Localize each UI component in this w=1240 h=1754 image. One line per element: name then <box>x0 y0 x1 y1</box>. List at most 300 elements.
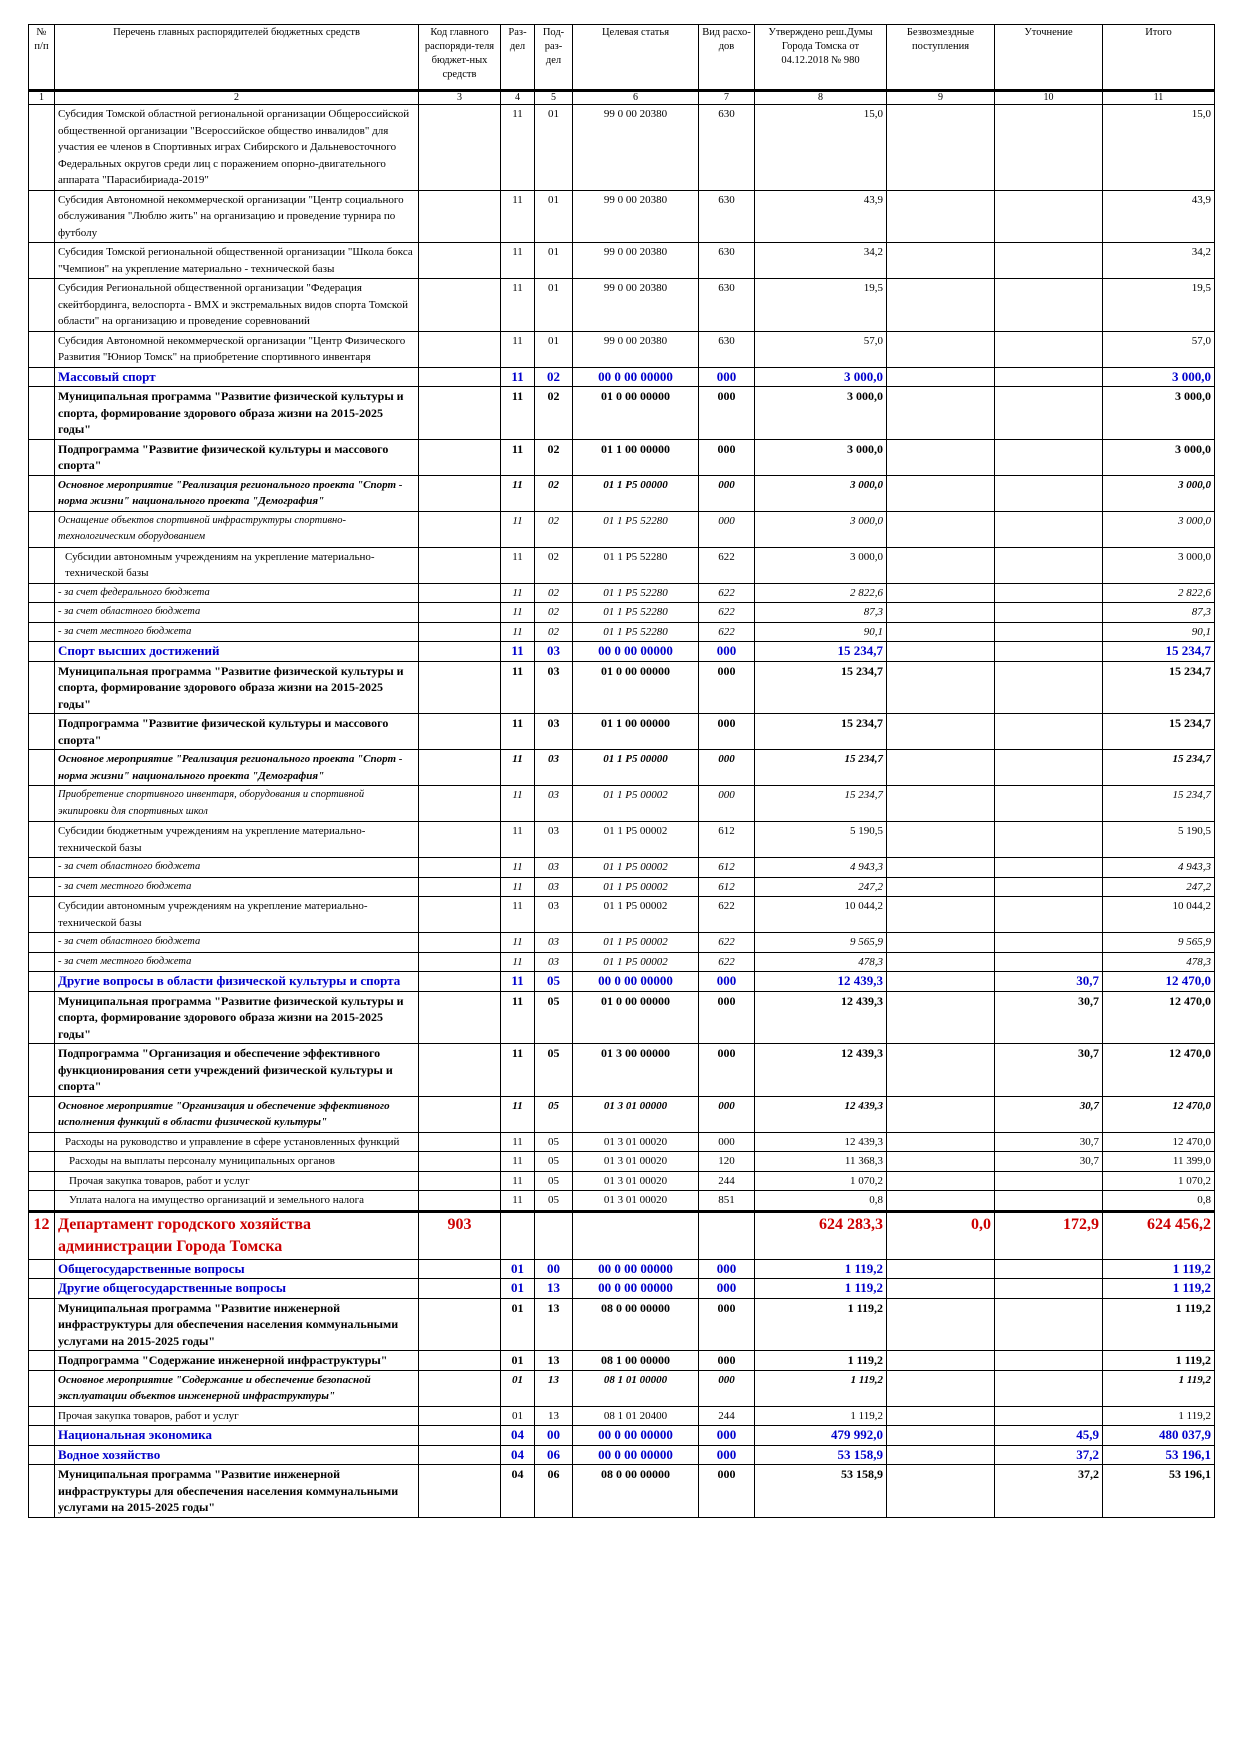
row-vid: 000 <box>699 661 755 714</box>
row-total: 5 190,5 <box>1103 822 1215 858</box>
row-number <box>29 511 55 547</box>
row-name: Основное мероприятие "Организация и обеспечение эффективного исполнения функций в области физической культуры" <box>55 1096 419 1132</box>
row-number <box>29 1152 55 1172</box>
row-approved: 57,0 <box>755 331 887 367</box>
row-approved: 0,8 <box>755 1191 887 1212</box>
row-total: 34,2 <box>1103 243 1215 279</box>
row-razdel: 11 <box>501 1191 535 1212</box>
row-total: 4 943,3 <box>1103 858 1215 878</box>
row-gratuitous <box>887 822 995 858</box>
row-number <box>29 1370 55 1406</box>
row-code <box>419 1152 501 1172</box>
row-gratuitous <box>887 714 995 750</box>
row-podrazdel: 05 <box>535 1096 573 1132</box>
row-clarification: 45,9 <box>995 1426 1103 1446</box>
row-number <box>29 1171 55 1191</box>
table-row <box>29 1044 1215 1097</box>
row-approved: 12 439,3 <box>755 972 887 992</box>
row-vid: 000 <box>699 750 755 786</box>
row-clarification: 30,7 <box>995 1132 1103 1152</box>
row-vid: 851 <box>699 1191 755 1212</box>
row-target: 01 0 00 00000 <box>573 661 699 714</box>
row-gratuitous <box>887 972 995 992</box>
row-name: Субсидия Томской областной региональной организации Общероссийской общественной организации "Всероссийское общество инвалидов" для участия ее членов в Спортивных играх Сибирского и Дальневосточного Федеральных округов среди лиц с поражением опорно-двигательного аппарата "Парасибириада-2019" <box>55 105 419 191</box>
row-gratuitous <box>887 858 995 878</box>
budget-table <box>28 24 1215 1518</box>
row-clarification <box>995 1279 1103 1299</box>
row-target: 01 3 01 00020 <box>573 1152 699 1172</box>
row-approved: 479 992,0 <box>755 1426 887 1446</box>
row-approved: 1 119,2 <box>755 1298 887 1351</box>
row-target: 01 1 P5 52280 <box>573 622 699 642</box>
row-target: 01 1 P5 52280 <box>573 583 699 603</box>
row-podrazdel: 05 <box>535 972 573 992</box>
table-row <box>29 547 1215 583</box>
row-target: 01 1 P5 00002 <box>573 933 699 953</box>
row-gratuitous <box>887 603 995 623</box>
row-podrazdel: 01 <box>535 279 573 332</box>
row-approved: 478,3 <box>755 952 887 972</box>
row-name: - за счет областного бюджета <box>55 603 419 623</box>
row-code <box>419 1259 501 1279</box>
row-razdel: 11 <box>501 972 535 992</box>
row-clarification <box>995 475 1103 511</box>
row-approved: 10 044,2 <box>755 897 887 933</box>
row-clarification <box>995 279 1103 332</box>
row-clarification: 30,7 <box>995 1096 1103 1132</box>
row-code <box>419 1445 501 1465</box>
row-approved: 15,0 <box>755 105 887 191</box>
row-razdel: 11 <box>501 786 535 822</box>
row-razdel: 01 <box>501 1406 535 1426</box>
row-name: Подпрограмма "Содержание инженерной инфраструктуры" <box>55 1351 419 1371</box>
row-gratuitous <box>887 279 995 332</box>
row-name: Подпрограмма "Развитие физической культуры и массового спорта" <box>55 439 419 475</box>
row-total: 15 234,7 <box>1103 642 1215 662</box>
row-number <box>29 822 55 858</box>
row-podrazdel: 02 <box>535 583 573 603</box>
column-number: 2 <box>55 91 419 105</box>
row-target <box>573 1211 699 1259</box>
row-target: 01 3 01 00020 <box>573 1171 699 1191</box>
row-clarification <box>995 822 1103 858</box>
row-total: 12 470,0 <box>1103 972 1215 992</box>
row-approved: 12 439,3 <box>755 1096 887 1132</box>
row-number <box>29 603 55 623</box>
row-target: 99 0 00 20380 <box>573 190 699 243</box>
row-gratuitous <box>887 750 995 786</box>
row-code <box>419 105 501 191</box>
row-podrazdel: 03 <box>535 858 573 878</box>
row-vid: 630 <box>699 243 755 279</box>
row-razdel: 04 <box>501 1465 535 1518</box>
row-clarification <box>995 439 1103 475</box>
row-number <box>29 367 55 387</box>
row-razdel: 11 <box>501 387 535 440</box>
row-name: Общегосударственные вопросы <box>55 1259 419 1279</box>
table-row <box>29 1259 1215 1279</box>
row-gratuitous <box>887 897 995 933</box>
row-target: 00 0 00 00000 <box>573 642 699 662</box>
row-razdel: 01 <box>501 1279 535 1299</box>
row-total: 1 119,2 <box>1103 1279 1215 1299</box>
row-podrazdel: 03 <box>535 933 573 953</box>
row-gratuitous: 0,0 <box>887 1211 995 1259</box>
row-number <box>29 622 55 642</box>
row-target: 01 3 01 00000 <box>573 1096 699 1132</box>
row-code <box>419 1465 501 1518</box>
row-podrazdel: 13 <box>535 1370 573 1406</box>
row-code <box>419 279 501 332</box>
table-row <box>29 750 1215 786</box>
row-target: 00 0 00 00000 <box>573 367 699 387</box>
row-podrazdel: 02 <box>535 622 573 642</box>
row-podrazdel: 13 <box>535 1406 573 1426</box>
row-clarification <box>995 1259 1103 1279</box>
row-vid: 612 <box>699 822 755 858</box>
row-clarification <box>995 952 1103 972</box>
row-razdel: 01 <box>501 1259 535 1279</box>
row-code <box>419 1132 501 1152</box>
row-approved: 1 119,2 <box>755 1279 887 1299</box>
table-row <box>29 105 1215 191</box>
row-number <box>29 1132 55 1152</box>
row-name: Муниципальная программа "Развитие инженерной инфраструктуры для обеспечения населения коммунальными услугами на 2015-2025 годы" <box>55 1298 419 1351</box>
row-target: 99 0 00 20380 <box>573 279 699 332</box>
row-podrazdel: 05 <box>535 1191 573 1212</box>
row-gratuitous <box>887 1096 995 1132</box>
row-gratuitous <box>887 1351 995 1371</box>
row-approved: 43,9 <box>755 190 887 243</box>
row-name: Муниципальная программа "Развитие физической культуры и спорта, формирование здорового образа жизни на 2015-2025 годы" <box>55 991 419 1044</box>
row-razdel: 04 <box>501 1426 535 1446</box>
row-podrazdel: 03 <box>535 877 573 897</box>
row-razdel: 11 <box>501 642 535 662</box>
row-total: 15 234,7 <box>1103 750 1215 786</box>
table-row <box>29 511 1215 547</box>
row-gratuitous <box>887 243 995 279</box>
row-gratuitous <box>887 331 995 367</box>
row-number <box>29 858 55 878</box>
row-approved: 90,1 <box>755 622 887 642</box>
row-razdel: 11 <box>501 1171 535 1191</box>
table-row <box>29 475 1215 511</box>
row-number <box>29 1406 55 1426</box>
table-row <box>29 933 1215 953</box>
row-vid: 000 <box>699 439 755 475</box>
table-row <box>29 786 1215 822</box>
row-gratuitous <box>887 1406 995 1426</box>
row-target: 99 0 00 20380 <box>573 243 699 279</box>
row-code <box>419 897 501 933</box>
row-total: 12 470,0 <box>1103 1096 1215 1132</box>
row-approved: 12 439,3 <box>755 1132 887 1152</box>
row-vid <box>699 1211 755 1259</box>
row-target: 00 0 00 00000 <box>573 972 699 992</box>
column-number: 1 <box>29 91 55 105</box>
row-vid: 120 <box>699 1152 755 1172</box>
row-code <box>419 1279 501 1299</box>
column-number: 8 <box>755 91 887 105</box>
row-gratuitous <box>887 1298 995 1351</box>
table-row <box>29 1351 1215 1371</box>
row-approved: 15 234,7 <box>755 750 887 786</box>
row-total: 15 234,7 <box>1103 661 1215 714</box>
row-total: 53 196,1 <box>1103 1465 1215 1518</box>
row-podrazdel: 01 <box>535 190 573 243</box>
row-name: - за счет областного бюджета <box>55 858 419 878</box>
row-total: 3 000,0 <box>1103 511 1215 547</box>
row-number <box>29 972 55 992</box>
row-clarification <box>995 190 1103 243</box>
row-name: Основное мероприятие "Содержание и обеспечение безопасной эксплуатации объектов инженерной инфраструктуры" <box>55 1370 419 1406</box>
row-code <box>419 1426 501 1446</box>
row-razdel: 11 <box>501 243 535 279</box>
row-podrazdel: 03 <box>535 822 573 858</box>
row-clarification <box>995 642 1103 662</box>
row-code <box>419 933 501 953</box>
row-razdel: 01 <box>501 1351 535 1371</box>
header-approved: Утверждено реш.Думы Города Томска от 04.12.2018 № 980 <box>755 25 887 91</box>
row-gratuitous <box>887 583 995 603</box>
table-row <box>29 1132 1215 1152</box>
row-target: 01 1 P5 00002 <box>573 952 699 972</box>
row-podrazdel: 02 <box>535 547 573 583</box>
row-clarification <box>995 622 1103 642</box>
row-gratuitous <box>887 952 995 972</box>
row-razdel: 11 <box>501 331 535 367</box>
table-row <box>29 387 1215 440</box>
row-podrazdel: 03 <box>535 642 573 662</box>
row-vid: 630 <box>699 279 755 332</box>
row-vid: 622 <box>699 603 755 623</box>
row-clarification <box>995 1298 1103 1351</box>
row-number <box>29 897 55 933</box>
row-code <box>419 822 501 858</box>
table-row <box>29 1096 1215 1132</box>
row-razdel <box>501 1211 535 1259</box>
table-row <box>29 1211 1215 1259</box>
row-code: 903 <box>419 1211 501 1259</box>
table-row <box>29 952 1215 972</box>
row-name: Субсидия Региональной общественной организации "Федерация скейтбординга, велоспорта - BMX и экстремальных видов спорта Томской области" на организацию и проведение соревнований <box>55 279 419 332</box>
table-row <box>29 858 1215 878</box>
row-approved: 4 943,3 <box>755 858 887 878</box>
row-gratuitous <box>887 1132 995 1152</box>
row-approved: 15 234,7 <box>755 714 887 750</box>
row-clarification <box>995 243 1103 279</box>
row-total: 87,3 <box>1103 603 1215 623</box>
row-total: 15 234,7 <box>1103 714 1215 750</box>
row-approved: 15 234,7 <box>755 642 887 662</box>
row-name: - за счет федерального бюджета <box>55 583 419 603</box>
row-approved: 87,3 <box>755 603 887 623</box>
row-vid: 000 <box>699 1279 755 1299</box>
row-clarification <box>995 1406 1103 1426</box>
row-code <box>419 190 501 243</box>
row-number <box>29 991 55 1044</box>
row-razdel: 11 <box>501 952 535 972</box>
row-razdel: 01 <box>501 1298 535 1351</box>
row-gratuitous <box>887 877 995 897</box>
row-vid: 622 <box>699 583 755 603</box>
row-code <box>419 972 501 992</box>
row-vid: 622 <box>699 897 755 933</box>
row-number <box>29 387 55 440</box>
row-approved: 53 158,9 <box>755 1445 887 1465</box>
row-number <box>29 243 55 279</box>
header-gratuitous: Безвозмездные поступления <box>887 25 995 91</box>
row-approved: 53 158,9 <box>755 1465 887 1518</box>
row-name: Субсидии автономным учреждениям на укрепление материально-технической базы <box>55 897 419 933</box>
row-razdel: 11 <box>501 190 535 243</box>
row-target: 01 1 P5 00000 <box>573 750 699 786</box>
row-number <box>29 1191 55 1212</box>
budget-table-sheet <box>28 24 1214 1518</box>
row-clarification <box>995 897 1103 933</box>
row-vid: 630 <box>699 190 755 243</box>
row-code <box>419 877 501 897</box>
row-total: 1 119,2 <box>1103 1370 1215 1406</box>
header-num: № п/п <box>29 25 55 91</box>
row-vid: 000 <box>699 1044 755 1097</box>
row-name: Приобретение спортивного инвентаря, оборудования и спортивной экипировки для спортивных школ <box>55 786 419 822</box>
row-approved: 1 119,2 <box>755 1351 887 1371</box>
row-total: 1 070,2 <box>1103 1171 1215 1191</box>
row-code <box>419 1171 501 1191</box>
row-clarification: 37,2 <box>995 1445 1103 1465</box>
column-number: 5 <box>535 91 573 105</box>
row-approved: 15 234,7 <box>755 661 887 714</box>
row-clarification <box>995 387 1103 440</box>
row-podrazdel: 13 <box>535 1351 573 1371</box>
row-total: 10 044,2 <box>1103 897 1215 933</box>
header-target: Целевая статья <box>573 25 699 91</box>
row-target: 01 1 P5 00002 <box>573 786 699 822</box>
row-razdel: 11 <box>501 661 535 714</box>
row-total: 3 000,0 <box>1103 439 1215 475</box>
row-total: 19,5 <box>1103 279 1215 332</box>
row-approved: 1 119,2 <box>755 1370 887 1406</box>
table-row <box>29 1426 1215 1446</box>
row-vid: 000 <box>699 1259 755 1279</box>
row-approved: 9 565,9 <box>755 933 887 953</box>
row-total: 3 000,0 <box>1103 475 1215 511</box>
row-name: Массовый спорт <box>55 367 419 387</box>
row-gratuitous <box>887 1465 995 1518</box>
row-gratuitous <box>887 1370 995 1406</box>
row-code <box>419 603 501 623</box>
row-vid: 622 <box>699 952 755 972</box>
row-gratuitous <box>887 1044 995 1097</box>
row-approved: 624 283,3 <box>755 1211 887 1259</box>
row-clarification <box>995 1191 1103 1212</box>
header-row <box>29 25 1215 91</box>
row-podrazdel: 05 <box>535 1044 573 1097</box>
table-row <box>29 1406 1215 1426</box>
row-name: Расходы на выплаты персоналу муниципальных органов <box>55 1152 419 1172</box>
row-podrazdel: 05 <box>535 1171 573 1191</box>
row-clarification <box>995 603 1103 623</box>
row-target: 01 1 P5 52280 <box>573 547 699 583</box>
row-gratuitous <box>887 190 995 243</box>
row-code <box>419 243 501 279</box>
row-podrazdel <box>535 1211 573 1259</box>
row-approved: 34,2 <box>755 243 887 279</box>
row-razdel: 11 <box>501 1152 535 1172</box>
table-row <box>29 603 1215 623</box>
row-approved: 1 119,2 <box>755 1259 887 1279</box>
table-row <box>29 661 1215 714</box>
row-target: 00 0 00 00000 <box>573 1426 699 1446</box>
row-target: 01 1 P5 00000 <box>573 475 699 511</box>
row-code <box>419 1406 501 1426</box>
row-razdel: 11 <box>501 1132 535 1152</box>
row-podrazdel: 00 <box>535 1259 573 1279</box>
row-total: 3 000,0 <box>1103 387 1215 440</box>
row-podrazdel: 01 <box>535 331 573 367</box>
row-number <box>29 642 55 662</box>
row-number <box>29 786 55 822</box>
row-code <box>419 952 501 972</box>
row-name: Другие общегосударственные вопросы <box>55 1279 419 1299</box>
row-total: 2 822,6 <box>1103 583 1215 603</box>
row-total: 43,9 <box>1103 190 1215 243</box>
row-number <box>29 331 55 367</box>
row-gratuitous <box>887 622 995 642</box>
row-gratuitous <box>887 547 995 583</box>
row-vid: 000 <box>699 1132 755 1152</box>
row-vid: 000 <box>699 1465 755 1518</box>
row-name: Расходы на руководство и управление в сфере установленных функций <box>55 1132 419 1152</box>
row-approved: 1 070,2 <box>755 1171 887 1191</box>
row-approved: 3 000,0 <box>755 511 887 547</box>
row-podrazdel: 03 <box>535 714 573 750</box>
row-code <box>419 1370 501 1406</box>
row-razdel: 11 <box>501 1096 535 1132</box>
header-name: Перечень главных распорядителей бюджетных средств <box>55 25 419 91</box>
row-code <box>419 858 501 878</box>
table-row <box>29 642 1215 662</box>
row-clarification: 30,7 <box>995 1044 1103 1097</box>
row-number: 12 <box>29 1211 55 1259</box>
row-gratuitous <box>887 1191 995 1212</box>
row-vid: 622 <box>699 547 755 583</box>
row-name: Субсидия Автономной некоммерческой организации "Центр Физического Развития "Юниор Томск" на приобретение спортивного инвентаря <box>55 331 419 367</box>
table-row <box>29 1465 1215 1518</box>
row-podrazdel: 02 <box>535 475 573 511</box>
table-row <box>29 190 1215 243</box>
row-name: Уплата налога на имущество организаций и земельного налога <box>55 1191 419 1212</box>
row-code <box>419 387 501 440</box>
row-clarification <box>995 1171 1103 1191</box>
row-code <box>419 991 501 1044</box>
row-code <box>419 1351 501 1371</box>
row-vid: 000 <box>699 1445 755 1465</box>
row-total: 57,0 <box>1103 331 1215 367</box>
row-razdel: 11 <box>501 105 535 191</box>
header-vid: Вид расхо-дов <box>699 25 755 91</box>
row-clarification <box>995 786 1103 822</box>
row-total: 480 037,9 <box>1103 1426 1215 1446</box>
row-name: Муниципальная программа "Развитие инженерной инфраструктуры для обеспечения населения коммунальными услугами на 2015-2025 годы" <box>55 1465 419 1518</box>
row-name: - за счет областного бюджета <box>55 933 419 953</box>
row-gratuitous <box>887 661 995 714</box>
table-row <box>29 1298 1215 1351</box>
row-vid: 622 <box>699 933 755 953</box>
table-row <box>29 439 1215 475</box>
row-podrazdel: 06 <box>535 1465 573 1518</box>
